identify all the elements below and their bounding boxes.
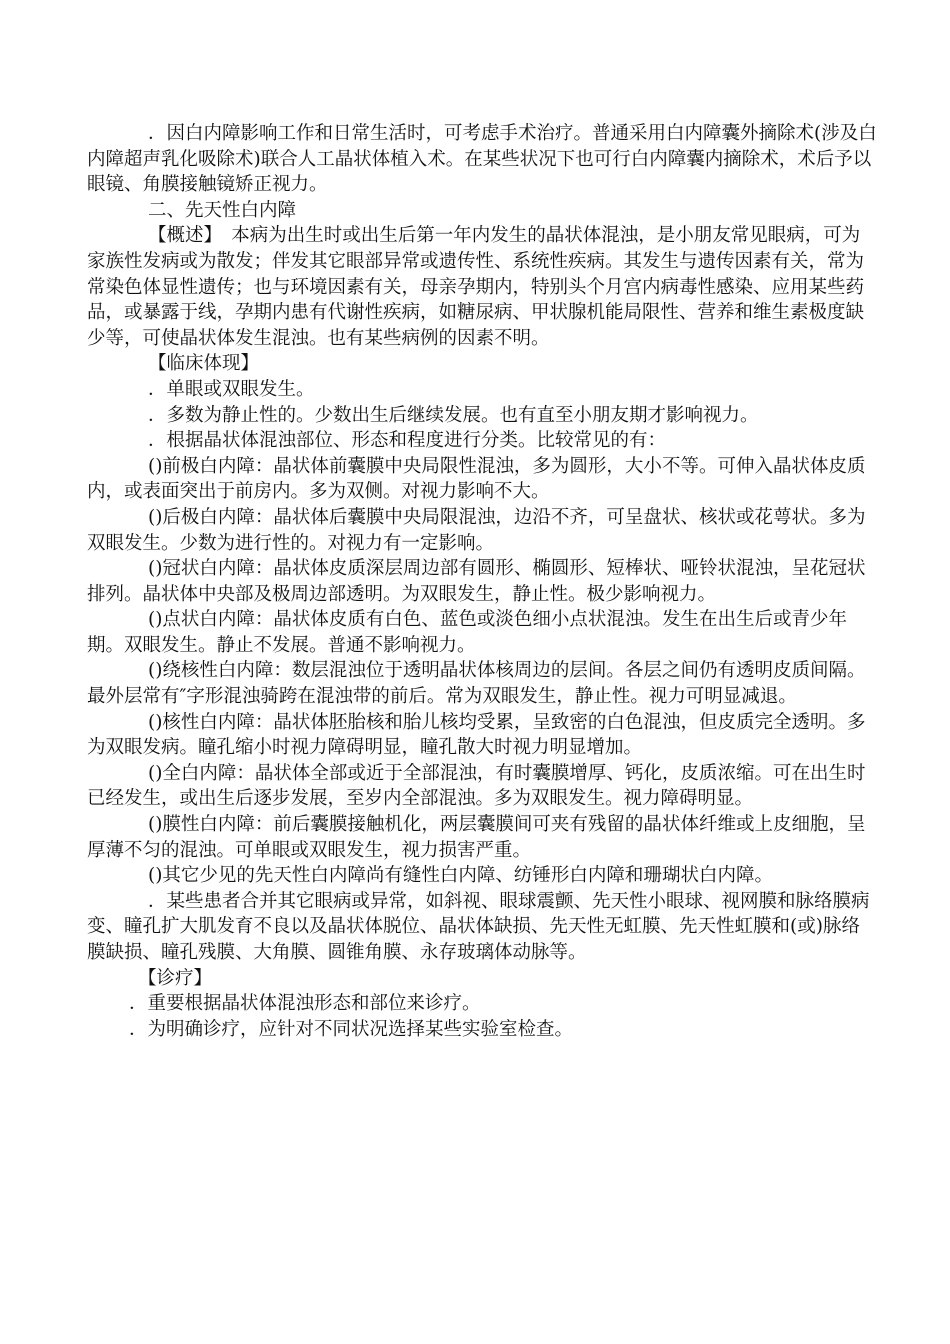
list-item-classification: ．根据晶状体混浊部位、形态和程度进行分类。比较常见的有： (148, 430, 667, 452)
paragraph-surgery-treatment: ．因白内障影响工作和日常生活时，可考虑手术治疗。普通采用白内障囊外摘除术(涉及白内障超声乳化吸除术)联合人工晶状体植入术。在某些状况下也可行白内障囊内摘除术，术后予以眼镜、角膜接触镜矫正视力。 (87, 123, 877, 196)
heading-clinical-manifestation: 【临床体现】 (148, 353, 260, 375)
subitem-anterior-polar: ()前极白内障：晶状体前囊膜中央局限性混浊，多为圆形，大小不等。可伸入晶状体皮质内，或表面突出于前房内。多为双侧。对视力影响不大。 (87, 455, 866, 503)
section-heading-congenital-cataract: 二、先天性白内障 (148, 199, 297, 221)
subitem-membranous: ()膜性白内障：前后囊膜接触机化，两层囊膜间可夹有残留的晶状体纤维或上皮细胞，呈厚薄不匀的混浊。可单眼或双眼发生，视力损害严重。 (87, 814, 866, 861)
list-item-onset: ．单眼或双眼发生。 (148, 378, 315, 400)
heading-diagnosis: 【诊疗】 (138, 967, 213, 989)
subitem-posterior-polar: ()后极白内障：晶状体后囊膜中央局限混浊，边沿不齐，可呈盘状、核状或花萼状。多为双眼发生。少数为进行性的。对视力有一定影响。 (87, 506, 866, 554)
subitem-coronary: ()冠状白内障：晶状体皮质深层周边部有圆形、椭圆形、短棒状、哑铃状混浊，呈花冠状排列。晶状体中央部及极周边部透明。为双眼发生，静止性。极少影响视力。 (87, 558, 866, 605)
subitem-other-rare: ()其它少见的先天性白内障尚有缝性白内障、纺锤形白内障和珊瑚状白内障。 (148, 865, 773, 887)
diagnosis-item-morphology: ．重要根据晶状体混浊形态和部位来诊疗。 (129, 993, 481, 1015)
document-body (87, 121, 877, 1042)
list-item-progression: ．多数为静止性的。少数出生后继续发展。也有直至小朋友期才影响视力。 (148, 404, 759, 426)
diagnosis-item-lab-tests: ．为明确诊疗，应针对不同状况选择某些实验室检查。 (129, 1018, 574, 1040)
subitem-lamellar: ()绕核性白内障：数层混浊位于透明晶状体核周边的层间。各层之间仍有透明皮质间隔。最外层常有″字形混浊骑跨在混浊带的前后。常为双眼发生，静止性。视力可明显减退。 (87, 660, 866, 708)
subitem-nuclear: ()核性白内障：晶状体胚胎核和胎儿核均受累，呈致密的白色混浊，但皮质完全透明。多为双眼发病。瞳孔缩小时视力障碍明显，瞳孔散大时视力明显增加。 (87, 711, 866, 759)
subitem-punctate: ()点状白内障：晶状体皮质有白色、蓝色或淡色细小点状混浊。发生在出生后或青少年期。双眼发生。静止不发展。普通不影响视力。 (87, 609, 847, 656)
paragraph-overview: 【概述】 本病为出生时或出生后第一年内发生的晶状体混浊，是小朋友常见眼病，可为家族性发病或为散发；伴发其它眼部异常或遗传性、系统性疾病。其发生与遗传因素有关，常为常染色体显性遗传；也与环境因素有关，母亲孕期内，特别头个月宫内病毒性感染、应用某些药品，或暴露于线，孕期内患有代谢性疾病，如糖尿病、甲状腺机能局限性、营养和维生素极度缺少等，可使晶状体发生混浊。也有某些病例的因素不明。 (87, 225, 865, 349)
subitem-total: ()全白内障：晶状体全部或近于全部混浊，有时囊膜增厚、钙化，皮质浓缩。可在出生时已经发生，或出生后逐步发展，至岁内全部混浊。多为双眼发生。视力障碍明显。 (87, 762, 866, 810)
list-item-associated-abnormalities: ．某些患者合并其它眼病或异常，如斜视、眼球震颤、先天性小眼球、视网膜和脉络膜病变、瞳孔扩大肌发育不良以及晶状体脱位、晶状体缺损、先天性无虹膜、先天性虹膜和(或)脉络膜缺损、瞳孔残膜、大角膜、圆锥角膜、永存玻璃体动脉等。 (87, 890, 870, 963)
